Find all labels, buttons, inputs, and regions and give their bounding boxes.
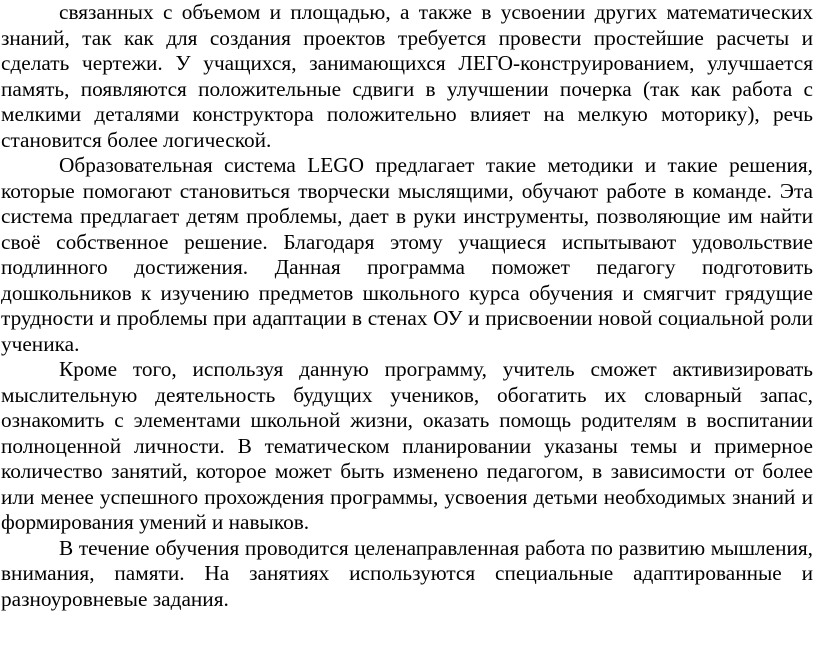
paragraph-training-process: В течение обучения проводится целенаправленная работа по развитию мышления, внимания, памяти. На занятиях используются специальные адаптированные и разноуровневые задания.: [1, 535, 813, 611]
document-page: [1, 0, 813, 612]
paragraph-continuation: связанных с объемом и площадью, а также в усвоении других математических знаний, так как для создания проектов требуется провести простейшие расчеты и сделать чертежи. У учащихся, занимающихся ЛЕГО-конструированием, улучшается память, появляются положительные сдвиги в улучшении почерка (так как работа с мелкими деталями конструктора положительно влияет на мелкую моторику), речь становится более логической.: [1, 0, 813, 152]
paragraph-lego-system: Образовательная система LEGO предлагает такие методики и такие решения, которые помогают становиться творчески мыслящими, обучают работе в команде. Эта система предлагает детям проблемы, дает в руки инструменты, позволяющие им найти своё собственное решение. Благодаря этому учащиеся испытывают удовольствие подлинного достижения. Данная программа поможет педагогу подготовить дошкольников к изучению предметов школьного курса обучения и смягчит грядущие трудности и проблемы при адаптации в стенах ОУ и присвоении новой социальной роли ученика.: [1, 153, 813, 356]
paragraph-teacher-benefits: Кроме того, используя данную программу, учитель сможет активизировать мыслительную деятельность будущих учеников, обогатить их словарный запас, ознакомить с элементами школьной жизни, оказать помощь родителям в воспитании полноценной личности. В тематическом планировании указаны темы и примерное количество занятий, которое может быть изменено педагогом, в зависимости от более или менее успешного прохождения программы, усвоения детьми необходимых знаний и формирования умений и навыков.: [1, 357, 813, 534]
